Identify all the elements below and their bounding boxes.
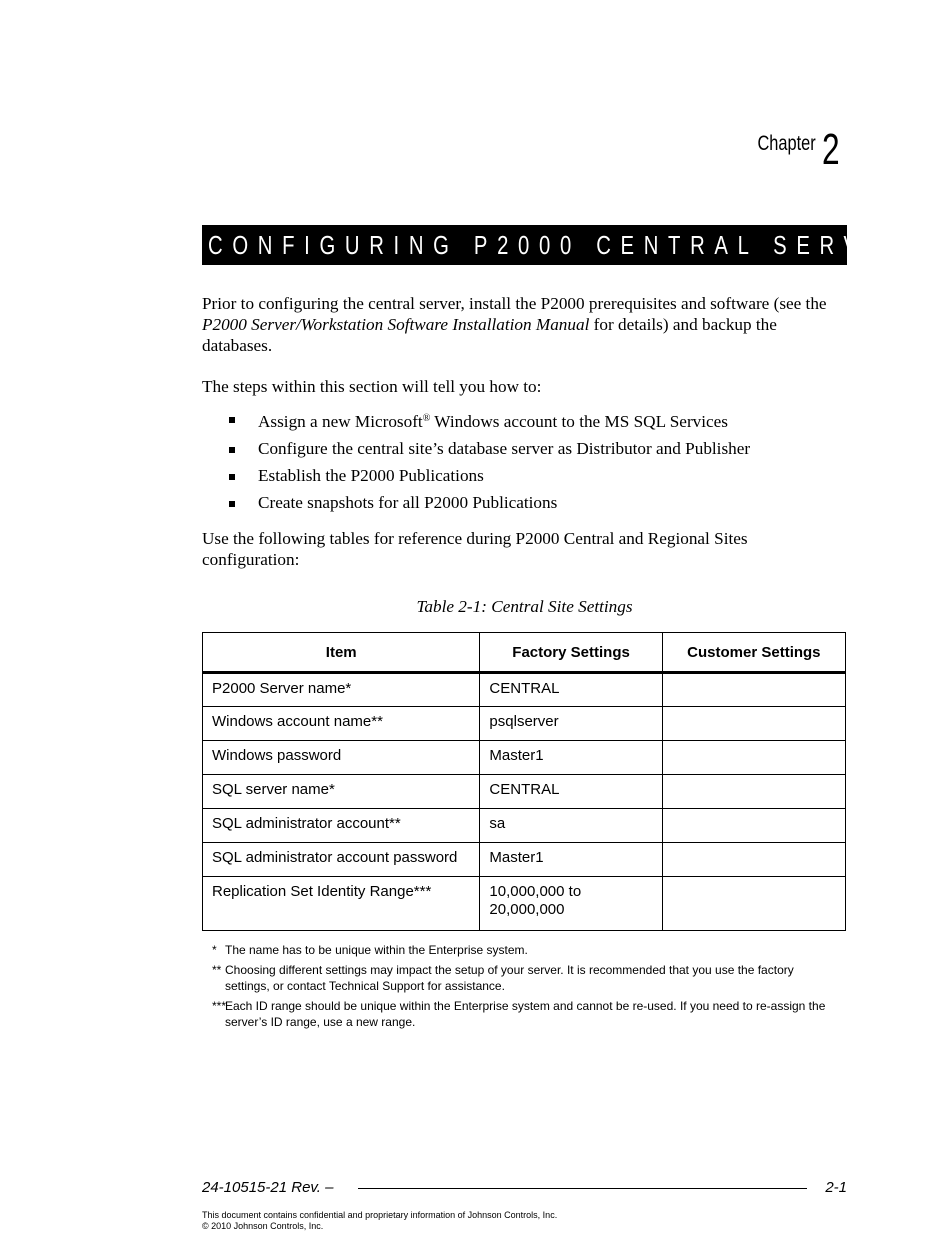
footnote-text: The name has to be unique within the Enterprise system. [225,943,528,957]
table-caption: Table 2-1: Central Site Settings [416,597,633,616]
bullet-icon [229,474,235,480]
table-footnotes [212,942,837,1034]
item-cell: SQL administrator account password [203,843,480,877]
item-cell: P2000 Server name* [203,673,480,707]
step-text: Create snapshots for all P2000 Publications [258,493,558,512]
item-cell: Windows password [203,741,480,775]
factory-cell: psqlserver [480,707,662,741]
chapter-label [741,125,846,174]
footnote-text: Choosing different settings may impact the setup of your server. It is recommended that you use the factory settings, or contact Technical Support for assistance. [225,963,794,993]
table-row [203,809,846,843]
customer-cell [662,673,845,707]
intro-text-before: Prior to configuring the central server, install the P2000 prerequisites and software (see the [202,294,827,313]
step-text-after: Windows account to the MS SQL Services [430,412,728,431]
header-item: Item [203,633,480,673]
item-cell: SQL administrator account** [203,809,480,843]
registered-mark: ® [422,413,431,424]
chapter-word: Chapter [757,132,816,155]
bullet-icon [229,417,235,423]
customer-cell [662,707,845,741]
factory-cell: CENTRAL [480,775,662,809]
footnote [212,942,837,958]
table-row [203,775,846,809]
manual-title: P2000 Server/Workstation Software Installation Manual [202,315,590,334]
chapter-title: CONFIGURING P2000 CENTRAL SERVER [208,229,915,260]
intro-paragraph [202,293,847,356]
factory-cell: sa [480,809,662,843]
step-text: Configure the central site’s database server as Distributor and Publisher [258,439,751,458]
legal-notice [202,1210,557,1232]
list-item [202,489,750,516]
footer-divider [358,1188,807,1189]
footnote-marker: ** [212,963,222,977]
table-row [203,707,846,741]
bullet-icon [229,447,235,453]
chapter-number: 2 [821,125,840,174]
factory-cell: CENTRAL [480,673,662,707]
footnote [212,962,837,994]
list-item [202,462,750,489]
customer-cell [662,843,845,877]
doc-number: 24-10515-21 Rev. – [202,1179,334,1196]
customer-cell [662,775,845,809]
steps-intro: The steps within this section will tell you how to: [202,377,542,396]
footnote-marker: * [212,943,217,957]
factory-cell: Master1 [480,741,662,775]
customer-cell [662,809,845,843]
intro-text-after: for details) and backup the databases. [202,315,777,355]
table-row [203,843,846,877]
copyright-line: © 2010 Johnson Controls, Inc. [202,1221,324,1231]
list-item [202,435,750,462]
footnote [212,998,837,1030]
factory-cell: 10,000,000 to 20,000,000 [480,877,662,931]
header-factory-settings: Factory Settings [480,633,662,673]
item-cell: Replication Set Identity Range*** [203,877,480,931]
customer-cell [662,877,845,931]
customer-cell [662,741,845,775]
chapter-title-bar [202,225,915,265]
footnote-marker: *** [212,999,227,1013]
item-cell: Windows account name** [203,707,480,741]
header-customer-settings: Customer Settings [662,633,845,673]
factory-cell: Master1 [480,843,662,877]
step-text: Assign a new Microsoft [258,412,423,431]
bullet-icon [229,501,235,507]
step-text: Establish the P2000 Publications [258,466,484,485]
page-number: 2-1 [825,1179,847,1196]
confidentiality-line: This document contains confidential and proprietary information of Johnson Controls, Inc. [202,1210,558,1220]
central-site-settings-table [202,632,846,931]
table-header-row [203,633,846,673]
item-cell: SQL server name* [203,775,480,809]
footnote-text: Each ID range should be unique within the Enterprise system and cannot be re-used. If you need to re-assign the server’s ID range, use a new range. [225,999,826,1029]
table-row [203,673,846,707]
steps-list [202,405,750,516]
table-row [203,877,846,931]
table-row [203,741,846,775]
list-item [202,405,750,435]
tables-intro: Use the following tables for reference during P2000 Central and Regional Sites configuration: [202,529,748,569]
